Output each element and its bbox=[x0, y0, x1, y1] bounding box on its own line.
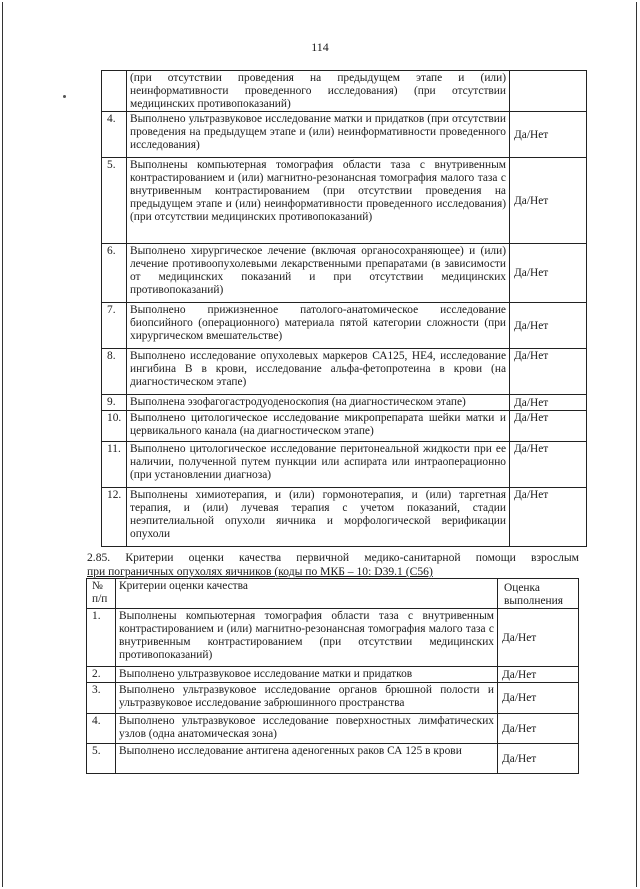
criterion-answer: Да/Нет bbox=[498, 683, 579, 714]
row-number: 2. bbox=[87, 667, 116, 683]
criterion-answer: Да/Нет bbox=[510, 303, 587, 349]
criterion-answer: Да/Нет bbox=[510, 488, 587, 547]
criterion-text: Выполнено ультразвуковое исследование матки и придатков bbox=[116, 667, 498, 683]
table-row bbox=[102, 71, 587, 112]
table-row bbox=[102, 244, 587, 303]
header-number: № п/п bbox=[87, 579, 116, 609]
criteria-table-continued bbox=[101, 70, 587, 547]
criterion-answer: Да/Нет bbox=[498, 714, 579, 744]
criterion-text: Выполнено цитологическое исследование микропрепарата шейки матки и цервикального канала (на диагностическом этапе) bbox=[127, 411, 510, 442]
header-criteria: Критерии оценки качества bbox=[116, 579, 498, 609]
table-row bbox=[102, 158, 587, 244]
criterion-answer: Да/Нет bbox=[498, 744, 579, 774]
criterion-answer: Да/Нет bbox=[510, 112, 587, 158]
criterion-answer: Да/Нет bbox=[510, 349, 587, 395]
criterion-answer bbox=[510, 71, 587, 112]
table-row bbox=[102, 442, 587, 488]
table-header-row bbox=[87, 579, 579, 609]
page-left-edge bbox=[2, 2, 3, 887]
criterion-answer: Да/Нет bbox=[510, 244, 587, 303]
section-heading-line2: при пограничных опухолях яичников (коды по МКБ – 10: D39.1 (C56) bbox=[87, 565, 433, 578]
table-row bbox=[102, 349, 587, 395]
header-score: Оценка выполнения bbox=[498, 579, 579, 609]
criterion-answer: Да/Нет bbox=[510, 411, 587, 442]
table-row bbox=[102, 112, 587, 158]
row-number: 5. bbox=[87, 744, 116, 774]
row-number: 4. bbox=[102, 112, 127, 158]
criterion-text: Выполнено хирургическое лечение (включая органосохраняющее) и (или) лечение противоопухолевыми лекарственными препаратами (в зависимости от медицинских показаний и при отсутствии медицинских противопоказаний) bbox=[127, 244, 510, 303]
table-row bbox=[87, 667, 579, 683]
page-number: 114 bbox=[311, 40, 329, 54]
table-row bbox=[87, 683, 579, 714]
section-heading bbox=[87, 551, 579, 579]
criterion-text: Выполнено исследование антигена аденогенных раков СА 125 в крови bbox=[116, 744, 498, 774]
scan-speck bbox=[63, 95, 66, 98]
row-number: 1. bbox=[87, 609, 116, 667]
table-row bbox=[102, 488, 587, 547]
criterion-text: Выполнено ультразвуковое исследование матки и придатков (при отсутствии проведения на предыдущем этапе и (или) неинформативности проведенного исследования) bbox=[127, 112, 510, 158]
criterion-text: Выполнено исследование опухолевых маркеров СА125, НЕ4, исследование ингибина В в крови, исследование альфа-фетопротеина в крови (на диагностическом этапе) bbox=[127, 349, 510, 395]
table-row bbox=[102, 395, 587, 411]
row-number: 3. bbox=[87, 683, 116, 714]
table-row bbox=[102, 411, 587, 442]
criterion-answer: Да/Нет bbox=[510, 395, 587, 411]
table-row bbox=[102, 303, 587, 349]
criterion-text: Выполнено ультразвуковое исследование поверхностных лимфатических узлов (одна анатомическая зона) bbox=[116, 714, 498, 744]
table-row bbox=[87, 714, 579, 744]
row-number: 8. bbox=[102, 349, 127, 395]
criterion-text: Выполнено прижизненное патолого-анатомическое исследование биопсийного (операционного) материала пятой категории сложности (при хирургическом вмешательстве) bbox=[127, 303, 510, 349]
row-number: 9. bbox=[102, 395, 127, 411]
criterion-text: (при отсутствии проведения на предыдущем этапе и (или) неинформативности проведенного исследования) (при отсутствии медицинских противопоказаний) bbox=[127, 71, 510, 112]
row-number bbox=[102, 71, 127, 112]
section-heading-line1: 2.85. Критерии оценки качества первичной медико-санитарной помощи взрослым bbox=[87, 551, 579, 564]
row-number: 11. bbox=[102, 442, 127, 488]
row-number: 7. bbox=[102, 303, 127, 349]
criterion-answer: Да/Нет bbox=[510, 158, 587, 244]
criterion-answer: Да/Нет bbox=[510, 442, 587, 488]
page-right-edge bbox=[636, 2, 637, 887]
criterion-text: Выполнены компьютерная томография области таза с внутривенным контрастированием и (или) магнитно-резонансная томография малого таза с внутривенным контрастированием (при отсутствии медицинских противопоказаний) bbox=[116, 609, 498, 667]
row-number: 4. bbox=[87, 714, 116, 744]
row-number: 12. bbox=[102, 488, 127, 547]
criterion-answer: Да/Нет bbox=[498, 609, 579, 667]
row-number: 10. bbox=[102, 411, 127, 442]
criterion-text: Выполнены химиотерапия, и (или) гормонотерапия, и (или) таргетная терапия, и (или) лучевая терапия с учетом показаний, стадии неэпителиальной опухоли яичника и морфологической верификации опухоли bbox=[127, 488, 510, 547]
criterion-text: Выполнено ультразвуковое исследование органов брюшной полости и ультразвуковое исследование забрюшинного пространства bbox=[116, 683, 498, 714]
row-number: 5. bbox=[102, 158, 127, 244]
criteria-table bbox=[86, 578, 579, 774]
criterion-text: Выполнено цитологическое исследование перитонеальной жидкости при ее наличии, полученной путем пункции или аспирата или интраоперационно (при установлении диагноза) bbox=[127, 442, 510, 488]
criterion-text: Выполнена эзофагогастродуоденоскопия (на диагностическом этапе) bbox=[127, 395, 510, 411]
table-row bbox=[87, 609, 579, 667]
criterion-answer: Да/Нет bbox=[498, 667, 579, 683]
row-number: 6. bbox=[102, 244, 127, 303]
criterion-text: Выполнены компьютерная томография области таза с внутривенным контрастированием и (или) магнитно-резонансная томография малого таза с внутривенным контрастированием (при отсутствии проведения на предыдущем этапе и (или) неинформативности проведенного исследования) (при отсутствии медицинских противопоказаний) bbox=[127, 158, 510, 244]
table-row bbox=[87, 744, 579, 774]
